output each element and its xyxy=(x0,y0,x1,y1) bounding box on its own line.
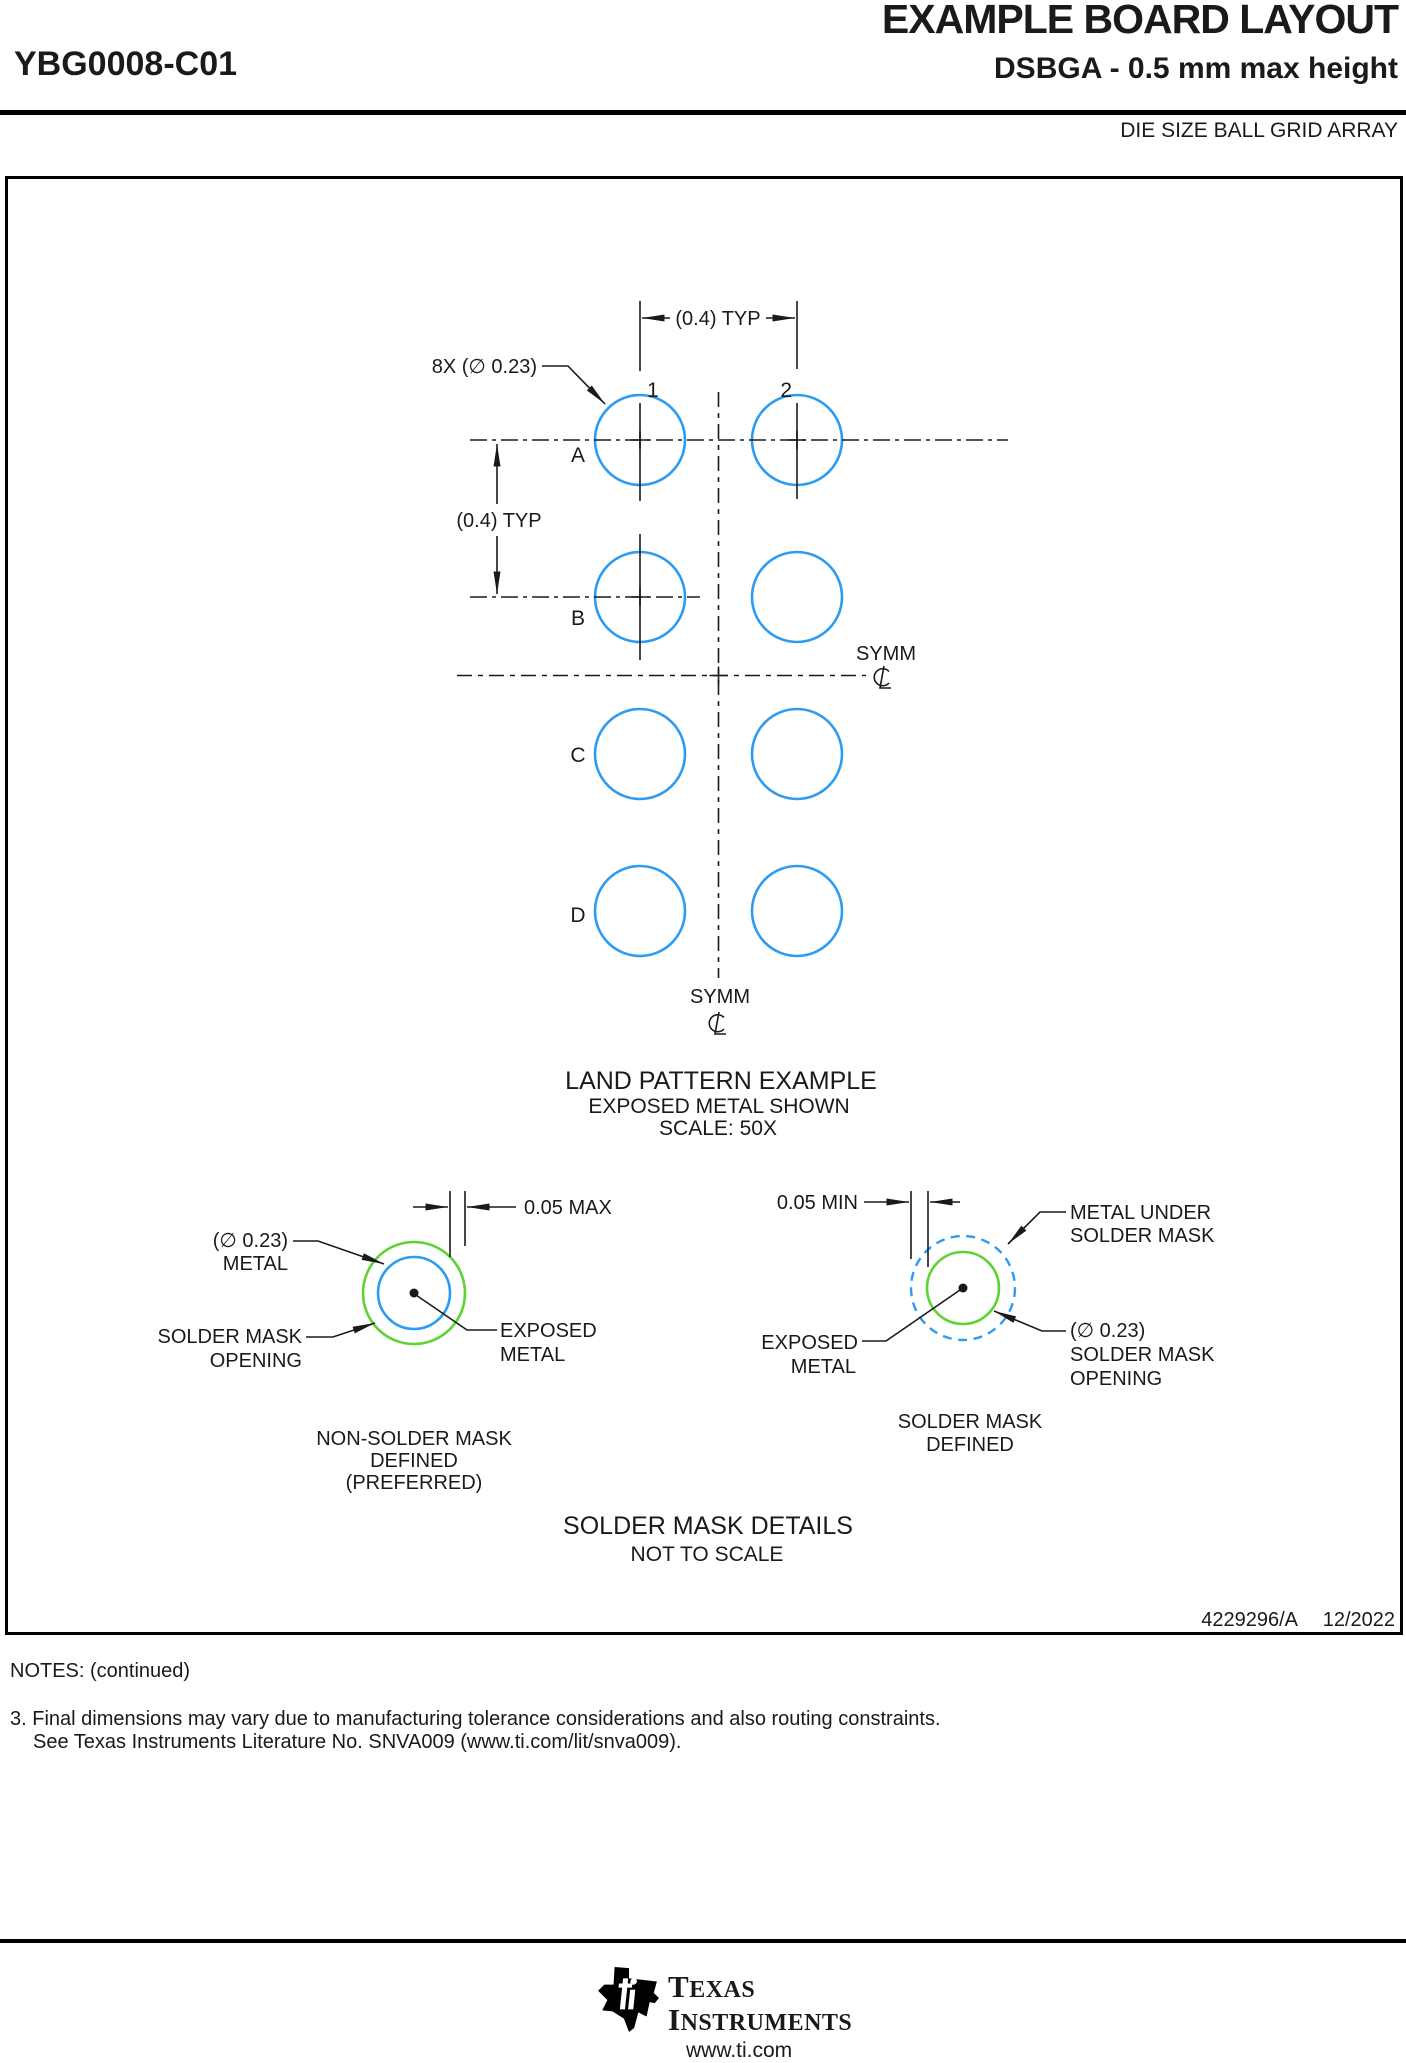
ti-logo-icon xyxy=(597,1966,659,2032)
package-code: YBG0008-C01 xyxy=(14,45,238,83)
smd-opening-callout-2: SOLDER MASK xyxy=(1070,1344,1215,1366)
symm-bottom-label: SYMM xyxy=(690,986,750,1008)
nsmd-caption-3: (PREFERRED) xyxy=(345,1472,483,1494)
brand-line-texas: TEXAS xyxy=(668,1969,756,2004)
nsmd-exposed-label-1: EXPOSED xyxy=(500,1320,597,1342)
pad-size-callout xyxy=(432,356,605,404)
smd-detail-figure xyxy=(761,1191,1215,1456)
pad-d1 xyxy=(595,866,685,956)
smd-caption-2: DEFINED xyxy=(926,1434,1014,1456)
brand-line-instruments: INSTRUMENTS xyxy=(668,2002,853,2037)
nsmd-caption-1: NON-SOLDER MASK xyxy=(316,1428,512,1450)
land-pattern-title: LAND PATTERN EXAMPLE xyxy=(565,1067,877,1095)
row-label-c: C xyxy=(570,744,586,767)
drawing-border xyxy=(7,178,1402,1634)
revision-date: 12/2022 xyxy=(1322,1609,1395,1631)
nsmd-exposed-label-2: METAL xyxy=(500,1344,566,1366)
land-pattern-scale: SCALE: 50X xyxy=(659,1117,777,1140)
smd-dim-label: 0.05 MIN xyxy=(776,1192,858,1214)
centerline-symbol-icon xyxy=(874,666,891,688)
notes-heading: NOTES: (continued) xyxy=(10,1660,191,1682)
website-link[interactable]: www.ti.com xyxy=(686,2039,793,2062)
pitch-v-label: (0.4) TYP xyxy=(456,510,542,532)
pad-d2 xyxy=(752,866,842,956)
nsmd-dim-label: 0.05 MAX xyxy=(524,1197,612,1219)
smd-opening-callout-1: (∅ 0.23) xyxy=(1070,1320,1146,1342)
note-3-line-2: See Texas Instruments Literature No. SNVA009 (www.ti.com/lit/snva009). xyxy=(33,1731,682,1753)
note-3-line-1: 3. Final dimensions may vary due to manufacturing tolerance considerations and also routing constraints. xyxy=(10,1708,941,1730)
col-label-1: 1 xyxy=(647,379,659,402)
pad-b2 xyxy=(752,552,842,642)
package-description: DSBGA - 0.5 mm max height xyxy=(994,52,1398,85)
smd-metal-under-label-2: SOLDER MASK xyxy=(1070,1225,1215,1247)
page-title: EXAMPLE BOARD LAYOUT xyxy=(881,0,1398,42)
row-label-d: D xyxy=(570,904,586,927)
land-pattern-figure xyxy=(432,301,1008,1140)
pitch-h-label: (0.4) TYP xyxy=(675,308,761,330)
nsmd-opening-callout-1: SOLDER MASK xyxy=(157,1326,302,1348)
document-number: 4229296/A xyxy=(1201,1609,1298,1631)
centerline-symbol-icon xyxy=(709,1012,726,1034)
solder-mask-details-title: SOLDER MASK DETAILS xyxy=(563,1512,853,1540)
nsmd-detail-figure xyxy=(158,1191,612,1494)
row-label-b: B xyxy=(570,607,586,630)
nsmd-caption-2: DEFINED xyxy=(370,1450,458,1472)
smd-metal-under-label-1: METAL UNDER xyxy=(1070,1202,1212,1224)
smd-exposed-label-2: METAL xyxy=(790,1356,856,1378)
land-pattern-subtitle: EXPOSED METAL SHOWN xyxy=(588,1095,850,1118)
row-label-a: A xyxy=(570,444,586,467)
footer-rule xyxy=(0,1939,1406,1943)
col-label-2: 2 xyxy=(780,379,792,402)
smd-exposed-label-1: EXPOSED xyxy=(761,1332,858,1354)
pitch-dimension-vertical xyxy=(456,444,541,594)
package-subtitle: DIE SIZE BALL GRID ARRAY xyxy=(1120,119,1398,142)
pitch-dimension-horizontal xyxy=(642,308,795,330)
pad-c1 xyxy=(595,709,685,799)
smd-dimension xyxy=(777,1192,960,1214)
nsmd-opening-callout-2: OPENING xyxy=(209,1350,302,1372)
smd-caption-1: SOLDER MASK xyxy=(897,1411,1043,1433)
pad-callout-label: 8X (∅ 0.23) xyxy=(431,356,537,378)
nsmd-metal-callout-2: METAL xyxy=(222,1253,288,1275)
brand-wordmark xyxy=(668,1969,853,2038)
solder-mask-details-subtitle: NOT TO SCALE xyxy=(630,1543,784,1566)
symm-right-label: SYMM xyxy=(856,643,916,665)
smd-opening-callout-3: OPENING xyxy=(1070,1368,1163,1390)
nsmd-dimension xyxy=(413,1197,612,1219)
nsmd-metal-callout-1: (∅ 0.23) xyxy=(212,1230,288,1252)
pad-c2 xyxy=(752,709,842,799)
exposed-metal-dot xyxy=(959,1284,968,1293)
